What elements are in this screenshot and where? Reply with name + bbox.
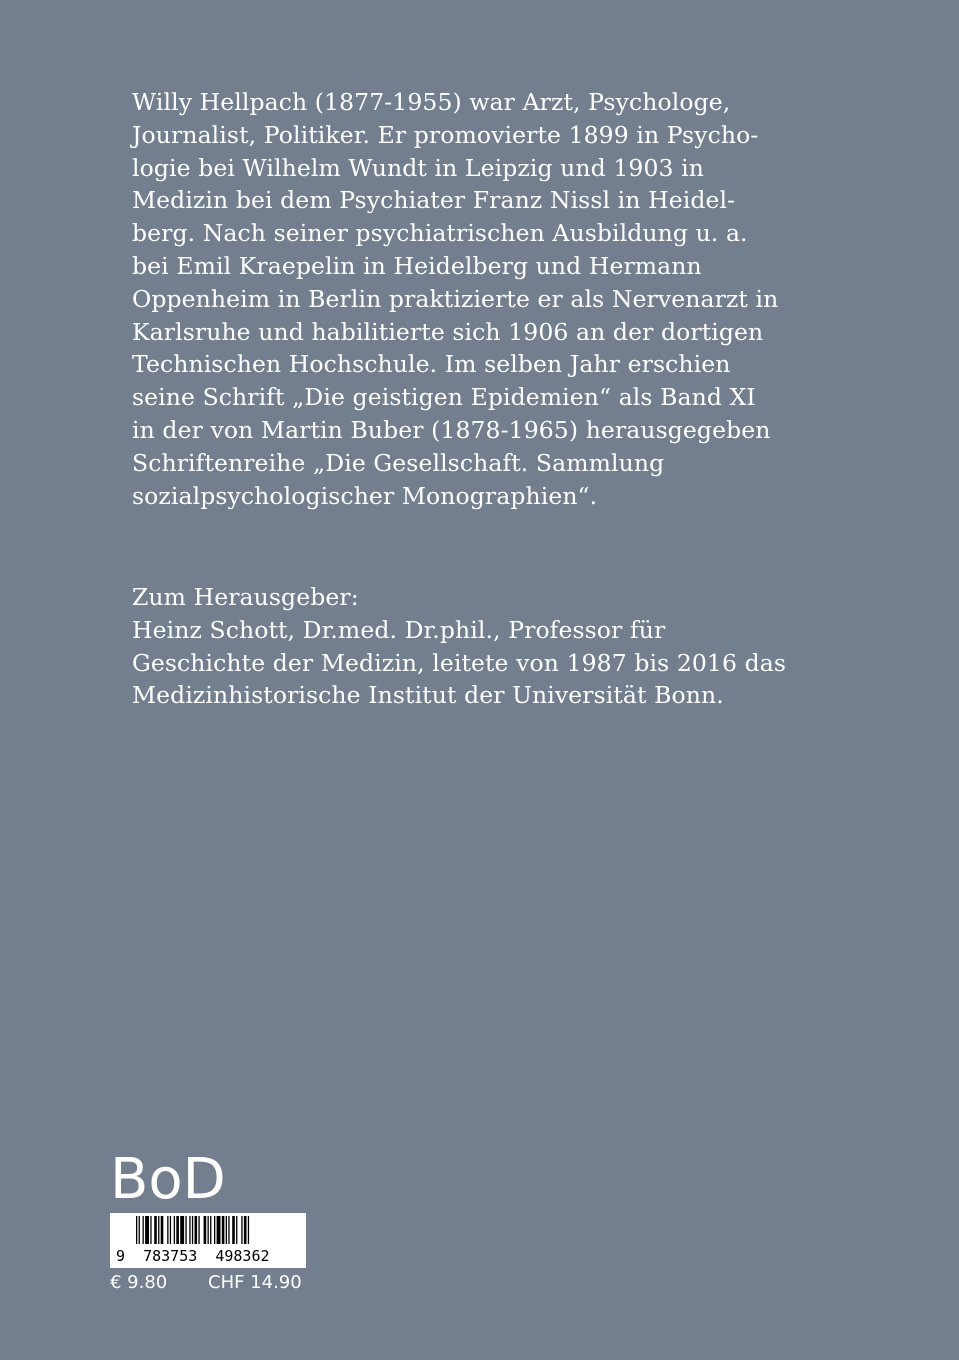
- barcode-digits: 9 783753 498362: [116, 1247, 270, 1265]
- biography-line: Schriftenreihe „Die Gesellschaft. Sammlung: [132, 448, 665, 477]
- barcode-bar: [217, 1216, 221, 1244]
- barcode-bar: [170, 1216, 171, 1244]
- barcode-bar: [139, 1216, 140, 1244]
- barcode-bars: [136, 1216, 300, 1244]
- barcode-bar: [189, 1216, 190, 1244]
- editor-note: [132, 581, 832, 712]
- price-row: [110, 1270, 330, 1296]
- biography-line: Medizin bei dem Psychiater Franz Nissl in Heidel-: [132, 186, 736, 215]
- barcode-bar: [236, 1216, 237, 1244]
- publisher-logo: BoD: [110, 1147, 226, 1212]
- editor-line: Heinz Schott, Dr.med. Dr.phil., Professor für: [132, 615, 666, 644]
- barcode-bar: [167, 1216, 168, 1244]
- barcode-bar: [228, 1216, 229, 1244]
- price-chf: CHF 14.90: [208, 1272, 302, 1293]
- barcode-bar: [174, 1216, 175, 1244]
- barcode-bar: [145, 1216, 149, 1244]
- barcode-bar: [222, 1216, 225, 1244]
- biography-line: logie bei Wilhelm Wundt in Leipzig und 1903 in: [132, 153, 704, 182]
- biography-line: bei Emil Kraepelin in Heidelberg und Hermann: [132, 251, 702, 280]
- author-biography: [132, 86, 832, 512]
- biography-line: Willy Hellpach (1877-1955) war Arzt, Psychologe,: [132, 88, 731, 116]
- biography-line: Journalist, Politiker. Er promovierte 1899 in Psycho-: [132, 120, 759, 149]
- biography-line: Oppenheim in Berlin praktizierte er als Nervenarzt in: [132, 284, 779, 313]
- barcode-bar: [154, 1216, 157, 1244]
- editor-line: Medizinhistorische Institut der Universität Bonn.: [132, 681, 724, 710]
- barcode-bar: [214, 1216, 215, 1244]
- editor-heading: Zum Herausgeber:: [132, 583, 359, 611]
- biography-line: sozialpsychologischer Monographien“.: [132, 481, 598, 510]
- barcode-bar: [210, 1216, 211, 1244]
- barcode-bar: [192, 1216, 193, 1244]
- editor-line: Geschichte der Medizin, leitete von 1987 bis 2016 das: [132, 648, 787, 677]
- barcode-bar: [244, 1216, 247, 1244]
- barcode-bar: [232, 1216, 235, 1244]
- barcode-bar: [176, 1216, 179, 1244]
- barcode-bar: [241, 1216, 242, 1244]
- barcode-bar: [248, 1216, 249, 1244]
- biography-line: Karlsruhe und habilitierte sich 1906 an der dortigen: [132, 317, 764, 346]
- barcode-bar: [158, 1216, 159, 1244]
- barcode-bar: [161, 1216, 164, 1244]
- barcode-bar: [136, 1216, 137, 1244]
- barcode-bar: [198, 1216, 199, 1244]
- biography-line: in der von Martin Buber (1878-1965) herausgegeben: [132, 415, 771, 444]
- barcode-bar: [150, 1216, 151, 1244]
- barcode-bar: [226, 1216, 227, 1244]
- biography-line: seine Schrift „Die geistigen Epidemien“ als Band XI: [132, 383, 756, 412]
- barcode-bar: [204, 1216, 207, 1244]
- barcode-bar: [208, 1216, 209, 1244]
- biography-line: Technischen Hochschule. Im selben Jahr erschien: [132, 350, 731, 379]
- barcode-bar: [143, 1216, 144, 1244]
- barcode-bar: [195, 1216, 198, 1244]
- price-eur: € 9.80: [110, 1272, 168, 1293]
- barcode-bar: [185, 1216, 186, 1244]
- isbn-barcode: [110, 1213, 306, 1268]
- barcode-bar: [180, 1216, 184, 1244]
- biography-line: berg. Nach seiner psychiatrischen Ausbildung u. a.: [132, 219, 748, 248]
